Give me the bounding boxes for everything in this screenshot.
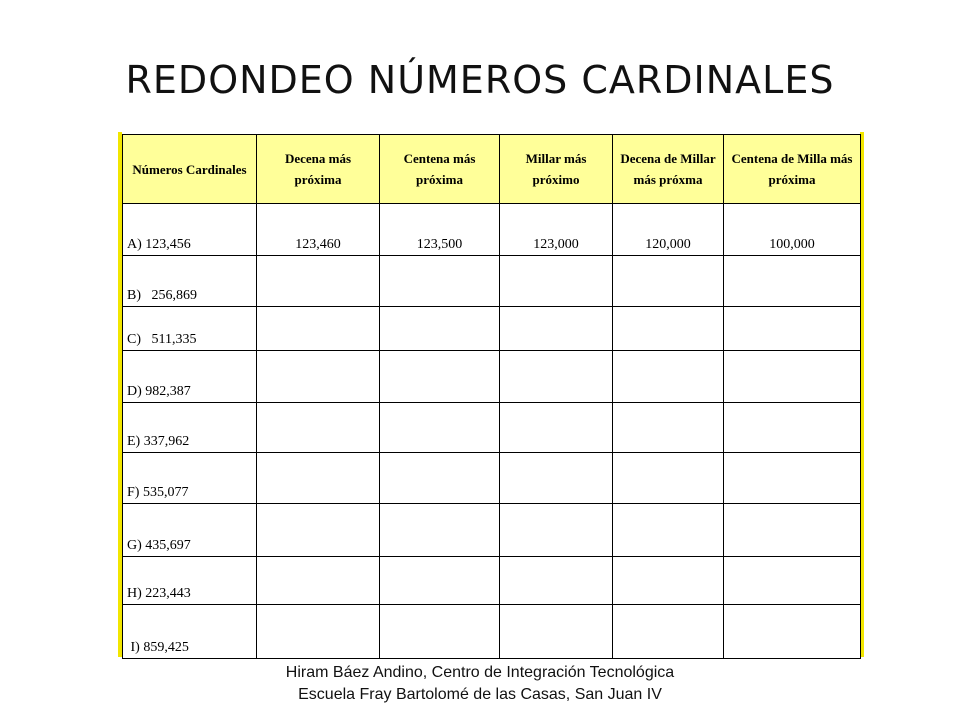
table-row xyxy=(123,307,861,351)
header-decena: Decena más próxima xyxy=(257,135,380,204)
cell-decena-millar xyxy=(613,307,724,351)
table-row xyxy=(123,256,861,307)
cell-centena xyxy=(380,557,500,605)
table-row xyxy=(123,605,861,659)
cell-centena: 123,500 xyxy=(380,204,500,256)
cell-decena xyxy=(257,307,380,351)
cell-decena-millar xyxy=(613,256,724,307)
cell-centena-millar xyxy=(724,557,861,605)
cell-millar xyxy=(500,605,613,659)
cell-centena xyxy=(380,307,500,351)
header-numeros-cardinales: Números Cardinales xyxy=(123,135,257,204)
cell-decena xyxy=(257,605,380,659)
cell-decena xyxy=(257,256,380,307)
cell-decena-millar xyxy=(613,605,724,659)
cell-millar xyxy=(500,307,613,351)
cell-millar xyxy=(500,453,613,504)
header-centena-millar: Centena de Milla más próxima xyxy=(724,135,861,204)
table-row xyxy=(123,204,861,256)
cell-centena xyxy=(380,403,500,453)
rounding-table xyxy=(122,134,861,659)
cell-centena xyxy=(380,504,500,557)
header-centena: Centena más próxima xyxy=(380,135,500,204)
cell-centena xyxy=(380,453,500,504)
cell-decena xyxy=(257,557,380,605)
cell-centena xyxy=(380,605,500,659)
cell-decena xyxy=(257,504,380,557)
cell-decena-millar xyxy=(613,351,724,403)
cell-decena-millar: 120,000 xyxy=(613,204,724,256)
cell-centena-millar xyxy=(724,403,861,453)
header-millar: Millar más próximo xyxy=(500,135,613,204)
cell-millar xyxy=(500,256,613,307)
row-label: I) 859,425 xyxy=(123,605,257,659)
cell-centena-millar xyxy=(724,351,861,403)
row-label: D) 982,387 xyxy=(123,351,257,403)
cell-decena: 123,460 xyxy=(257,204,380,256)
footer-line-2: Escuela Fray Bartolomé de las Casas, San Juan IV xyxy=(298,686,662,703)
header-decena-millar: Decena de Millar más próxma xyxy=(613,135,724,204)
table-row xyxy=(123,504,861,557)
row-label: F) 535,077 xyxy=(123,453,257,504)
footer-credit xyxy=(0,662,960,706)
cell-decena-millar xyxy=(613,557,724,605)
row-label: G) 435,697 xyxy=(123,504,257,557)
page-title: REDONDEO NÚMEROS CARDINALES xyxy=(125,58,835,102)
table-row xyxy=(123,403,861,453)
cell-decena xyxy=(257,351,380,403)
cell-decena-millar xyxy=(613,504,724,557)
cell-decena xyxy=(257,403,380,453)
cell-centena-millar xyxy=(724,504,861,557)
cell-centena-millar xyxy=(724,307,861,351)
cell-decena-millar xyxy=(613,403,724,453)
cell-millar xyxy=(500,403,613,453)
cell-centena-millar xyxy=(724,605,861,659)
row-label: A) 123,456 xyxy=(123,204,257,256)
cell-millar: 123,000 xyxy=(500,204,613,256)
cell-millar xyxy=(500,557,613,605)
row-label: B) 256,869 xyxy=(123,256,257,307)
table-row xyxy=(123,453,861,504)
cell-millar xyxy=(500,504,613,557)
cell-decena-millar xyxy=(613,453,724,504)
table-row xyxy=(123,557,861,605)
cell-centena-millar xyxy=(724,256,861,307)
cell-decena xyxy=(257,453,380,504)
cell-centena-millar xyxy=(724,453,861,504)
cell-centena-millar: 100,000 xyxy=(724,204,861,256)
table-header-row xyxy=(123,135,861,204)
row-label: H) 223,443 xyxy=(123,557,257,605)
footer-line-1: Hiram Báez Andino, Centro de Integración Tecnológica xyxy=(285,664,675,681)
row-label: C) 511,335 xyxy=(123,307,257,351)
table-row xyxy=(123,351,861,403)
row-label: E) 337,962 xyxy=(123,403,257,453)
cell-centena xyxy=(380,351,500,403)
cell-millar xyxy=(500,351,613,403)
cell-centena xyxy=(380,256,500,307)
